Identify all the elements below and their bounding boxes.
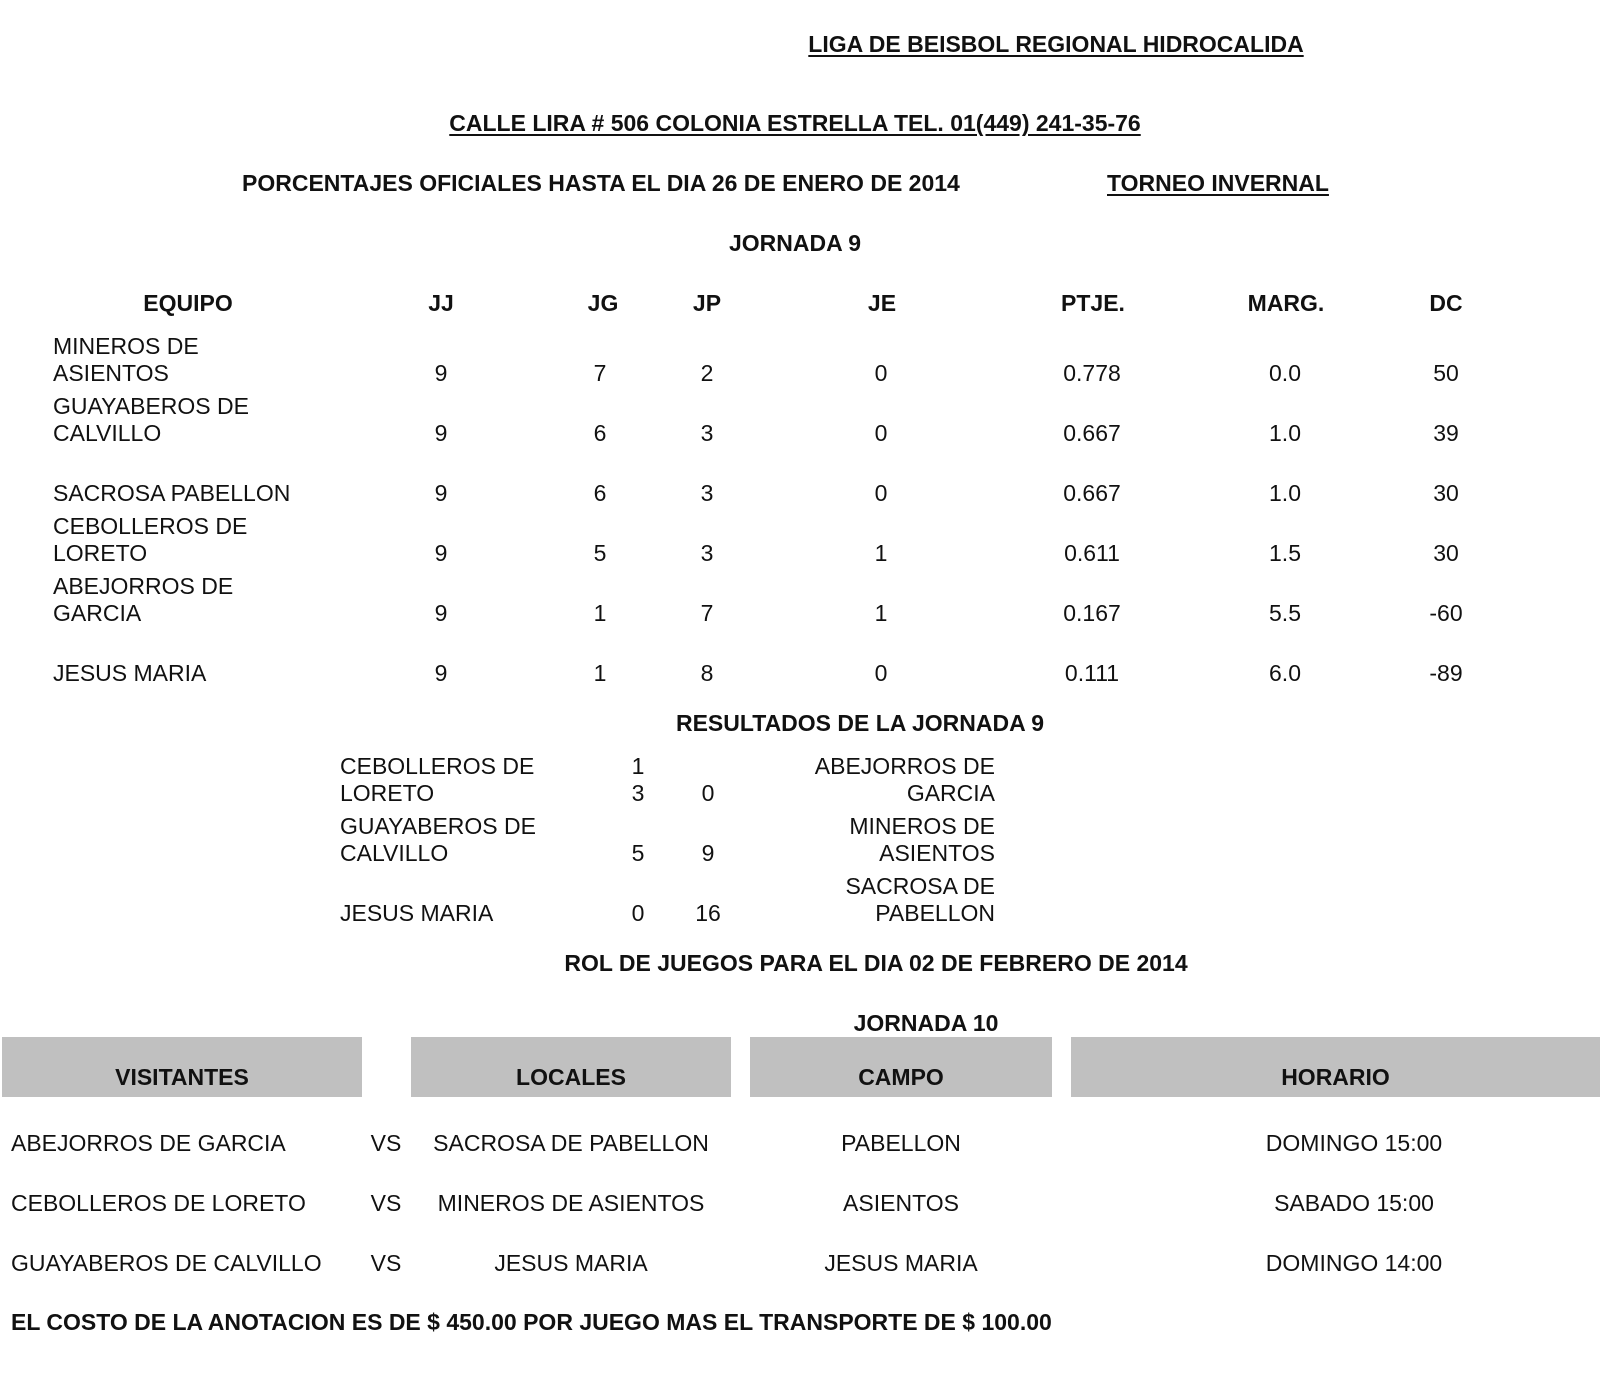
cell-jj: 9 xyxy=(434,360,448,386)
col-equipo: EQUIPO xyxy=(143,290,233,316)
cell-je: 1 xyxy=(874,540,888,566)
away-score: 0 xyxy=(701,780,715,806)
cell-jp: 3 xyxy=(700,420,714,446)
col-ptje: PTJE. xyxy=(1061,290,1125,316)
local-team: SACROSA DE PABELLON xyxy=(433,1130,709,1156)
team-name-line: JESUS MARIA xyxy=(53,660,207,686)
cell-je: 0 xyxy=(874,480,888,506)
away-team-line: PABELLON xyxy=(875,900,995,926)
cell-dc: -60 xyxy=(1429,600,1463,626)
away-score: 16 xyxy=(695,900,721,926)
visitors-header: VISITANTES xyxy=(2,1037,362,1097)
address-line: CALLE LIRA # 506 COLONIA ESTRELLA TEL. 01(449) 241-35-76 xyxy=(449,110,1141,136)
away-team-line: MINEROS DE xyxy=(849,813,995,839)
results-title: RESULTADOS DE LA JORNADA 9 xyxy=(675,710,1045,736)
schedule-title: ROL DE JUEGOS PARA EL DIA 02 DE FEBRERO DE 2014 xyxy=(564,950,1188,976)
team-name-line: LORETO xyxy=(53,540,148,566)
col-jj: JJ xyxy=(428,290,454,316)
team-name-line: CALVILLO xyxy=(53,420,162,446)
cell-marg: 5.5 xyxy=(1269,600,1301,626)
away-score: 9 xyxy=(701,840,715,866)
cell-ptje: 0.667 xyxy=(1063,480,1121,506)
cell-jp: 2 xyxy=(700,360,714,386)
visitor-team: CEBOLLEROS DE LORETO xyxy=(11,1190,306,1216)
field-name: JESUS MARIA xyxy=(824,1250,978,1276)
round-heading: JORNADA 9 xyxy=(728,230,862,256)
cell-ptje: 0.611 xyxy=(1064,540,1120,566)
team-name-line: CEBOLLEROS DE xyxy=(53,513,248,539)
cell-jp: 3 xyxy=(700,540,714,566)
cell-ptje: 0.167 xyxy=(1063,600,1121,626)
home-team-line: CEBOLLEROS DE xyxy=(340,753,535,779)
cell-dc: -89 xyxy=(1429,660,1463,686)
field-name: ASIENTOS xyxy=(843,1190,959,1216)
tournament-name: TORNEO INVERNAL xyxy=(1107,170,1329,196)
cost-note: EL COSTO DE LA ANOTACION ES DE $ 450.00 POR JUEGO MAS EL TRANSPORTE DE $ 100.00 xyxy=(11,1309,1052,1335)
cell-marg: 1.0 xyxy=(1269,480,1301,506)
cell-jp: 7 xyxy=(700,600,714,626)
league-title: LIGA DE BEISBOL REGIONAL HIDROCALIDA xyxy=(808,31,1304,57)
cell-jg: 1 xyxy=(593,600,607,626)
home-score: 3 xyxy=(631,780,645,806)
cell-jg: 6 xyxy=(593,420,607,446)
away-team-line: GARCIA xyxy=(906,780,995,806)
cell-ptje: 0.111 xyxy=(1064,660,1120,686)
home-team-line: JESUS MARIA xyxy=(340,900,494,926)
col-jp: JP xyxy=(692,290,722,316)
col-je: JE xyxy=(867,290,897,316)
cell-dc: 30 xyxy=(1433,540,1459,566)
locals-header: LOCALES xyxy=(411,1037,731,1097)
cell-jg: 7 xyxy=(593,360,607,386)
cell-jp: 8 xyxy=(700,660,714,686)
visitor-team: ABEJORROS DE GARCIA xyxy=(11,1130,286,1156)
cell-jj: 9 xyxy=(434,540,448,566)
percentages-heading: PORCENTAJES OFICIALES HASTA EL DIA 26 DE ENERO DE 2014 xyxy=(242,170,960,196)
cell-jj: 9 xyxy=(434,660,448,686)
away-team-line: ASIENTOS xyxy=(879,840,995,866)
home-score: 5 xyxy=(631,840,645,866)
team-name-line: MINEROS DE xyxy=(53,333,199,359)
cell-jg: 1 xyxy=(593,660,607,686)
team-name-line: ASIENTOS xyxy=(53,360,169,386)
local-team: JESUS MARIA xyxy=(494,1250,648,1276)
cell-ptje: 0.667 xyxy=(1063,420,1121,446)
cell-je: 0 xyxy=(874,420,888,446)
visitor-team: GUAYABEROS DE CALVILLO xyxy=(11,1250,322,1276)
cell-marg: 6.0 xyxy=(1269,660,1301,686)
cell-dc: 39 xyxy=(1433,420,1459,446)
cell-marg: 1.5 xyxy=(1269,540,1301,566)
away-team-line: SACROSA DE xyxy=(845,873,995,899)
field-header: CAMPO xyxy=(750,1037,1052,1097)
away-team-line: ABEJORROS DE xyxy=(814,753,995,779)
cell-ptje: 0.778 xyxy=(1063,360,1121,386)
local-team: MINEROS DE ASIENTOS xyxy=(437,1190,705,1216)
cell-je: 1 xyxy=(874,600,888,626)
home-team-line: CALVILLO xyxy=(340,840,449,866)
home-team-line: LORETO xyxy=(340,780,435,806)
cell-jj: 9 xyxy=(434,600,448,626)
col-jg: JG xyxy=(587,290,619,316)
vs-label: VS xyxy=(370,1250,402,1276)
cell-marg: 1.0 xyxy=(1269,420,1301,446)
cell-jj: 9 xyxy=(434,420,448,446)
team-name-line: ABEJORROS DE xyxy=(53,573,234,599)
cell-marg: 0.0 xyxy=(1269,360,1301,386)
game-time: SABADO 15:00 xyxy=(1274,1190,1434,1216)
game-time: DOMINGO 15:00 xyxy=(1265,1130,1443,1156)
team-name-line: GARCIA xyxy=(53,600,142,626)
cell-je: 0 xyxy=(874,360,888,386)
cell-dc: 30 xyxy=(1433,480,1459,506)
team-name-line: GUAYABEROS DE xyxy=(53,393,249,419)
cell-jg: 6 xyxy=(593,480,607,506)
vs-label: VS xyxy=(370,1190,402,1216)
game-time: DOMINGO 14:00 xyxy=(1265,1250,1443,1276)
col-marg: MARG. xyxy=(1247,290,1325,316)
cell-jj: 9 xyxy=(434,480,448,506)
col-dc: DC xyxy=(1429,290,1463,316)
home-team-line: GUAYABEROS DE xyxy=(340,813,536,839)
field-name: PABELLON xyxy=(841,1130,961,1156)
cell-dc: 50 xyxy=(1433,360,1459,386)
team-name-line: SACROSA PABELLON xyxy=(53,480,291,506)
time-header: HORARIO xyxy=(1071,1037,1600,1097)
cell-je: 0 xyxy=(874,660,888,686)
cell-jg: 5 xyxy=(593,540,607,566)
home-score: 1 xyxy=(631,753,645,779)
vs-label: VS xyxy=(370,1130,402,1156)
home-score: 0 xyxy=(631,900,645,926)
schedule-round: JORNADA 10 xyxy=(853,1010,999,1036)
cell-jp: 3 xyxy=(700,480,714,506)
